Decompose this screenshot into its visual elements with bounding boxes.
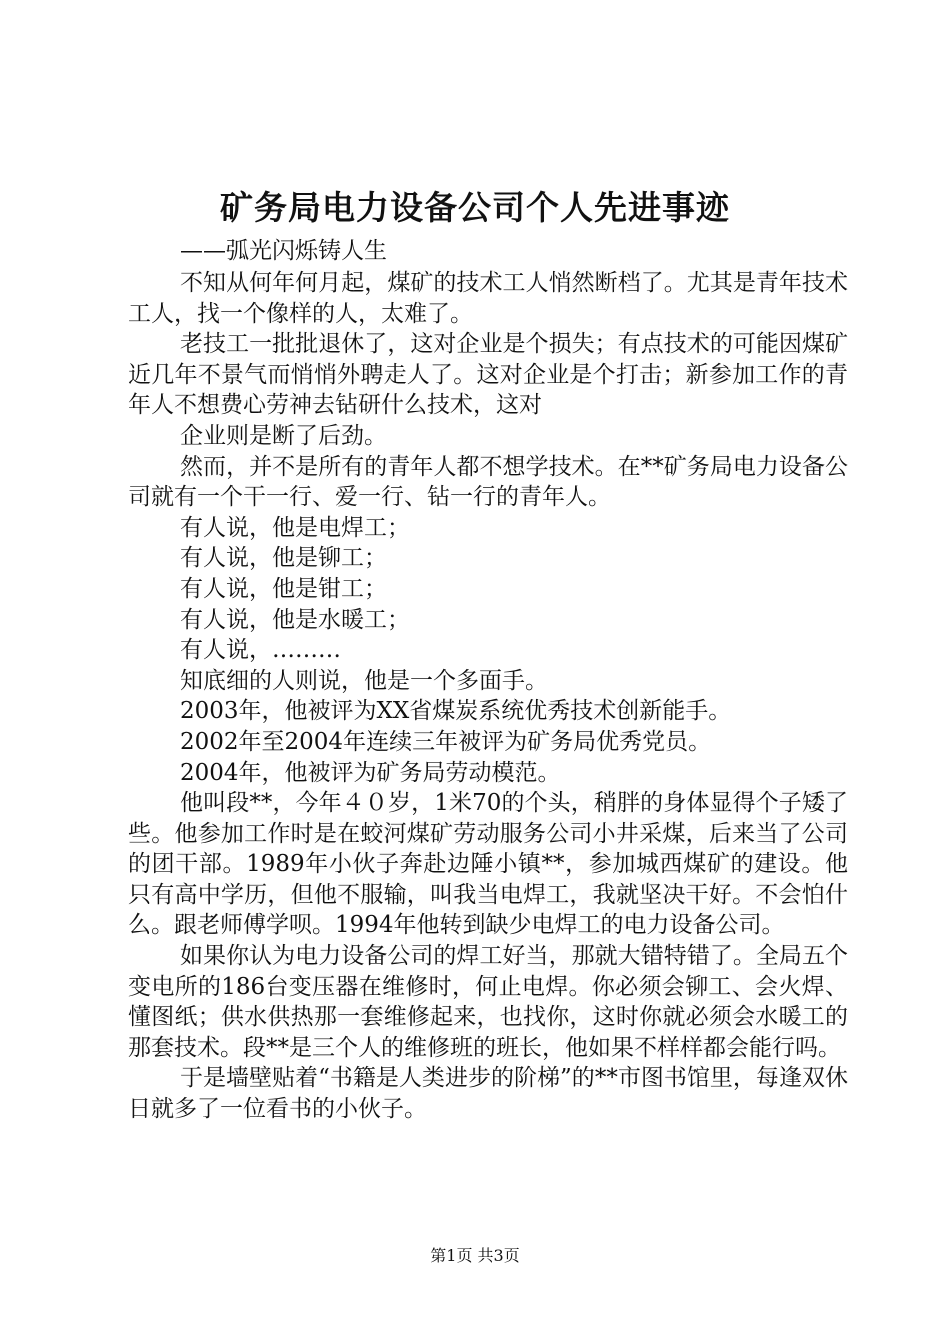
document-title: 矿务局电力设备公司个人先进事迹 [220,188,730,227]
paragraph: 2002年至2004年连续三年被评为矿务局优秀党员。 [180,728,712,755]
paragraph: 2004年，他被评为矿务局劳动模范。 [180,759,561,786]
paragraph: 他叫段**，今年４０岁，1米70的个头，稍胖的身体显得个子矮了些。他参加工作时是在蛟河煤矿劳动服务公司小井采煤，后来当了公司的团干部。1989年小伙子奔赴边陲小镇**，参加城西煤矿的建设。他只有高中学历，但他不服输，叫我当电焊工，我就坚决干好。不会怕什么。跟老师傅学呗。1994年他转到缺少电焊工的电力设备公司。 [128,790,848,939]
paragraph: 于是墙壁贴着“书籍是人类进步的阶梯”的**市图书馆里，每逢双休日就多了一位看书的小伙子。 [128,1065,848,1123]
document-body [128,268,848,1125]
paragraph: 然而，并不是所有的青年人都不想学技术。在**矿务局电力设备公司就有一个干一行、爱一行、钻一行的青年人。 [128,453,848,511]
paragraph: 有人说，他是电焊工； [180,514,410,541]
document-subtitle: ——弧光闪烁铸人生 [180,238,387,264]
paragraph: 老技工一批批退休了，这对企业是个损失；有点技术的可能因煤矿近几年不景气而悄悄外聘走人了。这对企业是个打击；新参加工作的青年人不想费心劳神去钻研什么技术，这对 [128,331,848,419]
paragraph: 2003年，他被评为XX省煤炭系统优秀技术创新能手。 [180,698,732,725]
paragraph: 如果你认为电力设备公司的焊工好当，那就大错特错了。全局五个变电所的186台变压器在维修时，何止电焊。你必须会铆工、会火焊、懂图纸；供水供热那一套维修起来，也找你，这时你就必须会水暖工的那套技术。段**是三个人的维修班的班长，他如果不样样都会能行吗。 [128,943,848,1061]
paragraph: 有人说，他是水暖工； [180,606,410,633]
paragraph: 有人说，他是铆工； [180,545,387,572]
paragraph: 有人说，他是钳工； [180,575,387,602]
paragraph: 企业则是断了后劲。 [180,422,387,449]
paragraph: 知底细的人则说，他是一个多面手。 [180,667,548,694]
page-number-footer: 第1页 共3页 [430,1246,520,1265]
paragraph: 有人说，……… [180,637,341,664]
paragraph: 不知从何年何月起，煤矿的技术工人悄然断档了。尤其是青年技术工人，找一个像样的人，太难了。 [128,270,848,327]
